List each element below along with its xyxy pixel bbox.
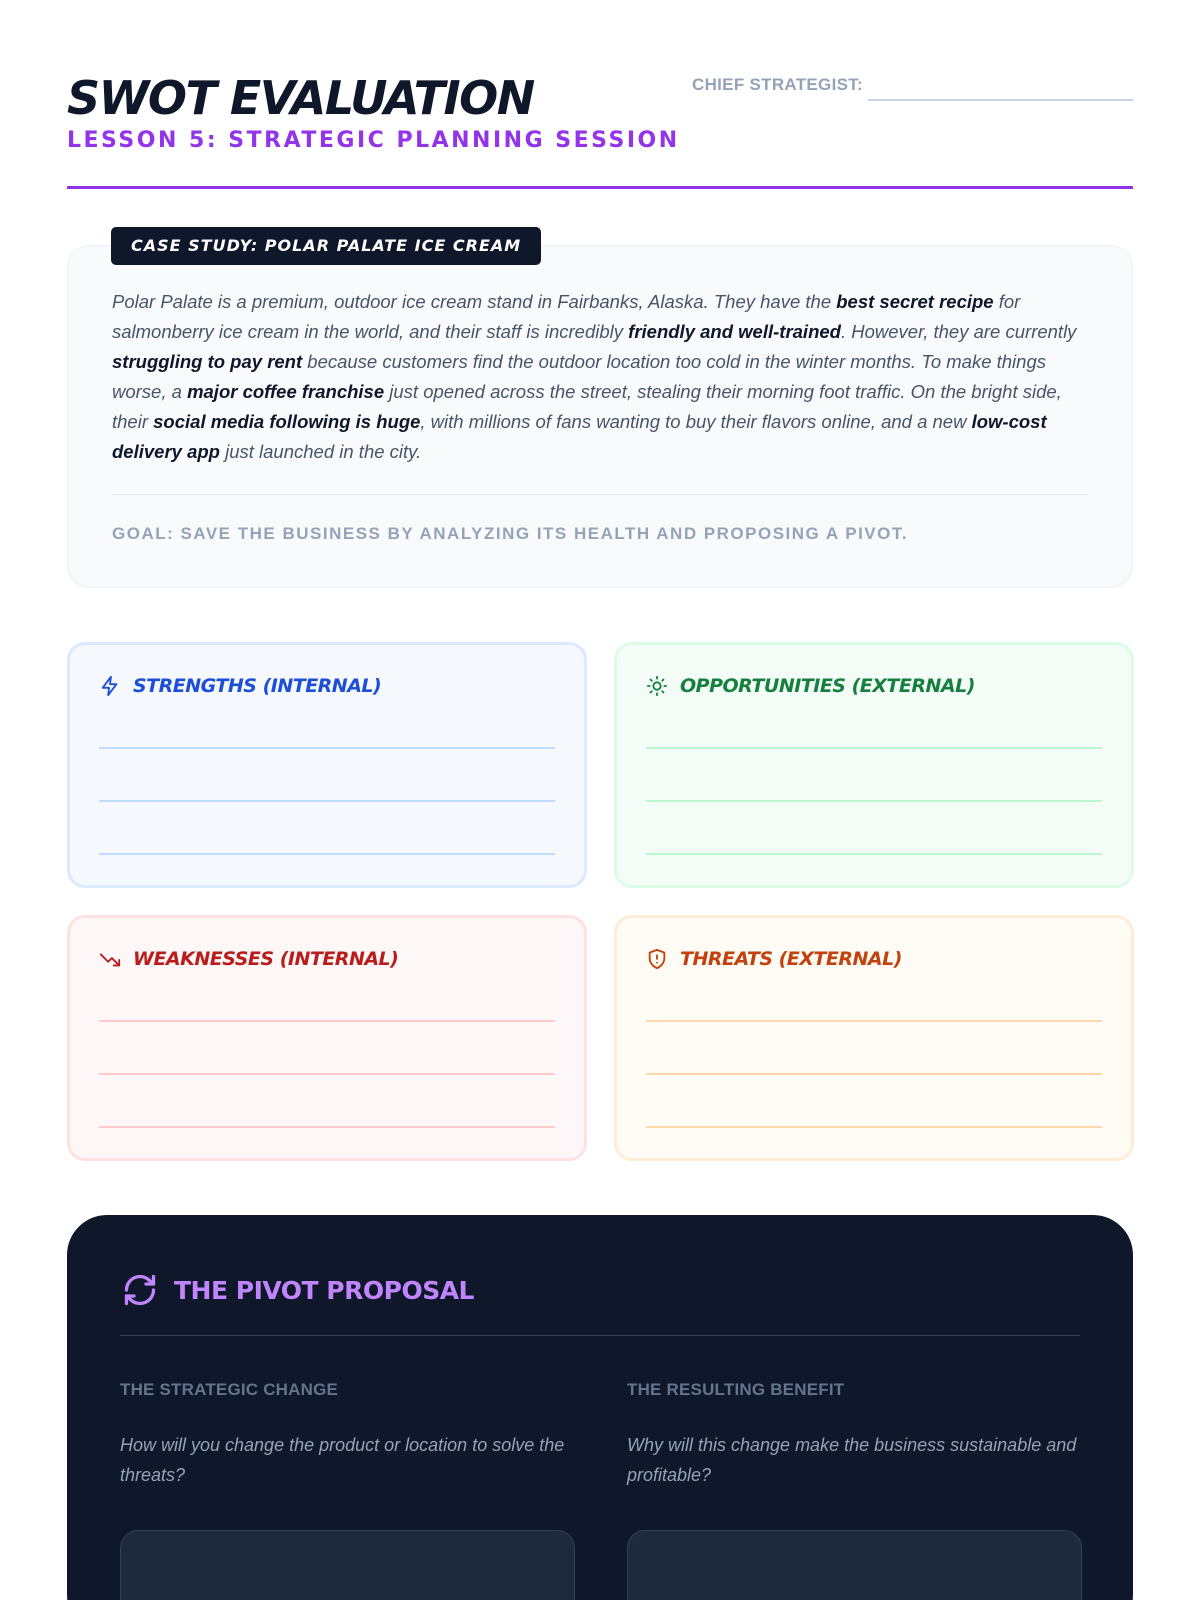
weaknesses-line-3[interactable] (99, 1126, 555, 1128)
strengths-box[interactable] (67, 642, 587, 888)
case-study-text-segment: because customers find the outdoor location too cold in the winter months. To make things worse, a (112, 351, 1046, 402)
case-study-tag: CASE STUDY: POLAR PALATE ICE CREAM (111, 227, 541, 265)
strengths-title: STRENGTHS (INTERNAL) (133, 675, 382, 697)
case-study-highlight: struggling to pay rent (112, 351, 303, 372)
strengths-line-3[interactable] (99, 853, 555, 855)
refresh-icon (122, 1272, 158, 1308)
threats-title: THREATS (EXTERNAL) (680, 948, 902, 970)
header-divider (67, 186, 1133, 189)
opportunities-line-3[interactable] (646, 853, 1102, 855)
case-study-text-segment: for salmonberry ice cream in the world, and their staff is incredibly (112, 291, 1021, 342)
lightning-icon (99, 675, 121, 697)
case-study-highlight: social media following is huge (153, 411, 421, 432)
strategic-change-label: THE STRATEGIC CHANGE (120, 1380, 339, 1399)
case-study-highlight: low-cost delivery app (112, 411, 1047, 462)
resulting-benefit-answer-box[interactable] (627, 1530, 1082, 1600)
page-subtitle: LESSON 5: STRATEGIC PLANNING SESSION (67, 128, 680, 153)
weaknesses-line-1[interactable] (99, 1020, 555, 1022)
resulting-benefit-label: THE RESULTING BENEFIT (627, 1380, 845, 1399)
pivot-title: THE PIVOT PROPOSAL (174, 1275, 474, 1305)
strategic-change-answer-box[interactable] (120, 1530, 575, 1600)
case-study-text (112, 287, 1097, 467)
trending-down-icon (99, 948, 121, 970)
page-title: SWOT EVALUATION (67, 71, 534, 125)
threats-line-1[interactable] (646, 1020, 1102, 1022)
case-study-highlight: major coffee franchise (187, 381, 385, 402)
sun-icon (646, 675, 668, 697)
opportunities-line-1[interactable] (646, 747, 1102, 749)
shield-alert-icon (646, 948, 668, 970)
worksheet-header (67, 70, 1133, 190)
weaknesses-line-2[interactable] (99, 1073, 555, 1075)
case-study-text-segment: just launched in the city. (219, 441, 422, 462)
case-study-divider (112, 494, 1088, 495)
strengths-line-1[interactable] (99, 747, 555, 749)
case-study-text-segment: , with millions of fans wanting to buy their flavors online, and a new (420, 411, 972, 432)
threats-line-3[interactable] (646, 1126, 1102, 1128)
chief-strategist-field[interactable] (692, 75, 1133, 105)
chief-strategist-label: CHIEF STRATEGIST: (692, 75, 864, 94)
resulting-benefit-prompt: Why will this change make the business sustainable and profitable? (627, 1435, 1077, 1485)
resulting-benefit-section (627, 1380, 1082, 1490)
strategic-change-prompt: How will you change the product or location to solve the threats? (120, 1435, 565, 1485)
strengths-line-2[interactable] (99, 800, 555, 802)
case-study-highlight: friendly and well-trained (628, 321, 841, 342)
case-study-text-segment: . However, they are currently (840, 321, 1077, 342)
weaknesses-title: WEAKNESSES (INTERNAL) (133, 948, 399, 970)
chief-strategist-input-line[interactable] (868, 99, 1133, 101)
threats-box[interactable] (614, 915, 1134, 1161)
opportunities-title: OPPORTUNITIES (EXTERNAL) (680, 675, 975, 697)
threats-line-2[interactable] (646, 1073, 1102, 1075)
case-study-text-segment: Polar Palate is a premium, outdoor ice cream stand in Fairbanks, Alaska. They have the (112, 291, 837, 312)
weaknesses-box[interactable] (67, 915, 587, 1161)
pivot-divider (120, 1335, 1080, 1336)
case-study-text-segment: just opened across the street, stealing their morning foot traffic. On the bright side, their (112, 381, 1062, 432)
opportunities-line-2[interactable] (646, 800, 1102, 802)
strategic-change-section (120, 1380, 575, 1490)
opportunities-box[interactable] (614, 642, 1134, 888)
case-study-panel (67, 245, 1133, 588)
case-study-goal: GOAL: SAVE THE BUSINESS BY ANALYZING ITS HEALTH AND PROPOSING A PIVOT. (112, 524, 909, 543)
pivot-proposal-panel (67, 1215, 1133, 1600)
case-study-highlight: best secret recipe (836, 291, 994, 312)
